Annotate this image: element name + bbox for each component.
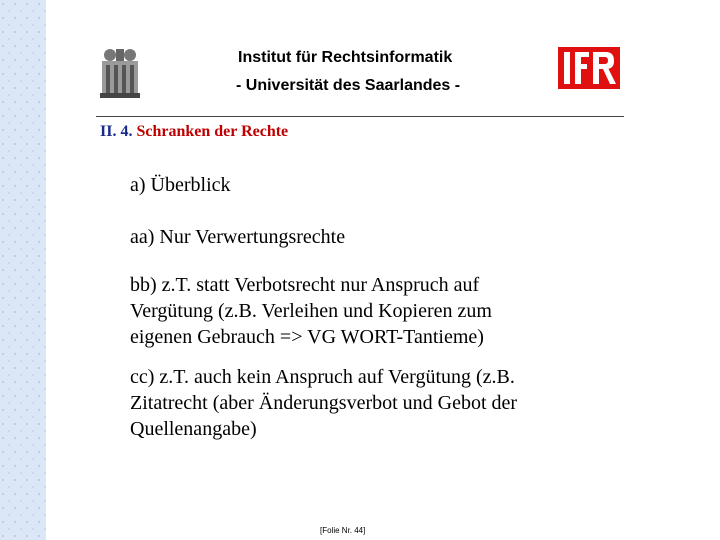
point-a: [130, 172, 231, 198]
header-divider: [96, 116, 624, 117]
point-cc-line-1: cc) z.T. auch kein Anspruch auf Vergütung (z.B.: [130, 366, 515, 388]
point-bb-line-1: bb) z.T. statt Verbotsrecht nur Anspruch auf: [130, 274, 480, 296]
ifr-logo-icon: [558, 47, 620, 89]
point-bb-line-2: Vergütung (z.B. Verleihen und Kopieren zum: [130, 300, 492, 322]
point-aa: [130, 224, 345, 250]
point-cc: [130, 364, 517, 442]
point-aa-text: aa) Nur Verwertungsrechte: [130, 226, 346, 248]
point-cc-line-2: Zitatrecht (aber Änderungsverbot und Gebot der: [130, 392, 518, 414]
section-title: [100, 123, 288, 141]
university-seal-icon: [96, 47, 144, 99]
point-a-text: a) Überblick: [130, 174, 231, 196]
section-heading: Schranken der Rechte: [136, 123, 289, 140]
point-bb: [130, 272, 492, 350]
section-number: II. 4.: [100, 123, 133, 140]
university-name: - Universität des Saarlandes -: [236, 77, 461, 94]
point-cc-line-3: Quellenangabe): [130, 418, 257, 440]
decorative-sidebar: [0, 0, 46, 540]
slide-number: [Folie Nr. 44]: [320, 526, 366, 535]
point-bb-line-3: eigenen Gebrauch => VG WORT-Tantieme): [130, 326, 484, 348]
institute-name: Institut für Rechtsinformatik: [238, 49, 453, 66]
